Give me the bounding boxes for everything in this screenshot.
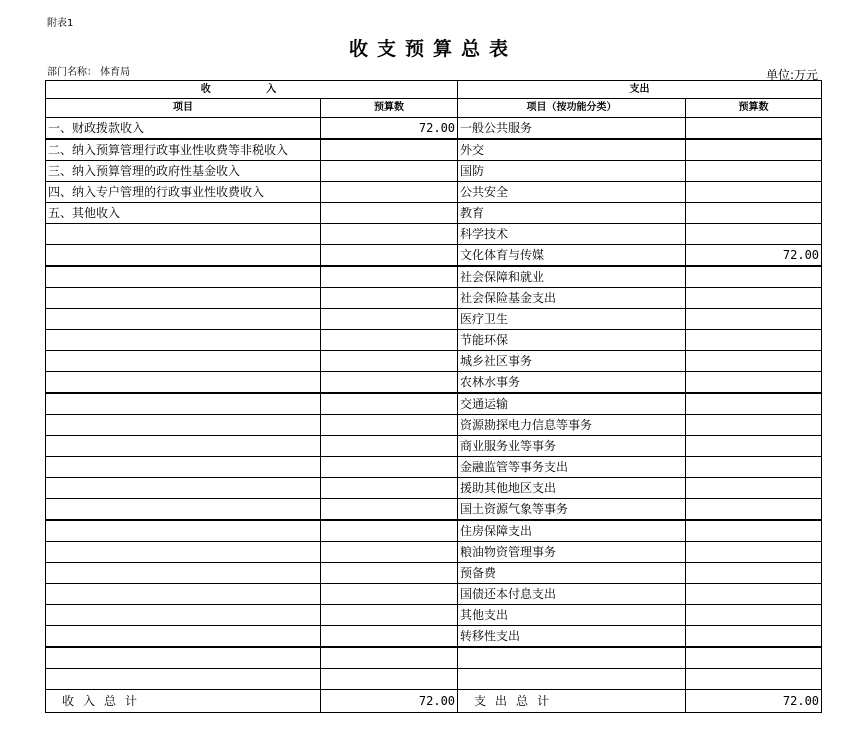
- expense-item-cell: 一般公共服务: [458, 118, 686, 140]
- expense-value-cell: [686, 520, 822, 542]
- expense-value-cell: 72.00: [686, 245, 822, 267]
- expense-item-cell: 国债还本付息支出: [458, 584, 686, 605]
- expense-item-cell: 外交: [458, 139, 686, 161]
- table-row: [46, 224, 822, 245]
- expense-item-cell: 转移性支出: [458, 626, 686, 648]
- income-value-cell: [321, 563, 458, 584]
- table-row: [46, 351, 822, 372]
- income-value-cell: [321, 542, 458, 563]
- table-row: [46, 436, 822, 457]
- income-item-cell: [46, 499, 321, 521]
- income-item-cell: 一、财政拨款收入: [46, 118, 321, 140]
- income-item-cell: [46, 309, 321, 330]
- expense-item-cell: 援助其他地区支出: [458, 478, 686, 499]
- table-row: [46, 309, 822, 330]
- income-item-cell: [46, 647, 321, 669]
- income-item-cell: [46, 372, 321, 394]
- income-value-cell: [321, 182, 458, 203]
- expense-item-cell: 资源勘探电力信息等事务: [458, 415, 686, 436]
- table-row: [46, 415, 822, 436]
- total-row: [46, 690, 822, 713]
- table-row: [46, 393, 822, 415]
- expense-item-cell: 公共安全: [458, 182, 686, 203]
- expense-value-cell: [686, 457, 822, 478]
- income-value-cell: 72.00: [321, 118, 458, 140]
- table-row: [46, 499, 822, 521]
- expense-header: 支出: [458, 81, 822, 99]
- income-item-cell: [46, 351, 321, 372]
- expense-item-cell: 粮油物资管理事务: [458, 542, 686, 563]
- expense-value-cell: [686, 584, 822, 605]
- income-value-cell: [321, 288, 458, 309]
- income-item-cell: [46, 288, 321, 309]
- table-row: [46, 372, 822, 394]
- income-total-value: 72.00: [321, 690, 458, 713]
- expense-item-cell: 城乡社区事务: [458, 351, 686, 372]
- expense-item-cell: 其他支出: [458, 605, 686, 626]
- expense-item-cell: 住房保障支出: [458, 520, 686, 542]
- expense-value-cell: [686, 288, 822, 309]
- income-item-cell: [46, 330, 321, 351]
- table-row: [46, 584, 822, 605]
- expense-budget-header: 预算数: [686, 99, 822, 118]
- table-row: [46, 520, 822, 542]
- income-item-cell: [46, 626, 321, 648]
- income-item-cell: [46, 563, 321, 584]
- expense-value-cell: [686, 182, 822, 203]
- expense-value-cell: [686, 415, 822, 436]
- expense-item-cell: 节能环保: [458, 330, 686, 351]
- expense-item-cell: 教育: [458, 203, 686, 224]
- expense-item-cell: 医疗卫生: [458, 309, 686, 330]
- income-item-cell: 三、纳入预算管理的政府性基金收入: [46, 161, 321, 182]
- header-row-1: [46, 81, 822, 99]
- page-title: 收支预算总表: [348, 38, 517, 60]
- expense-value-cell: [686, 499, 822, 521]
- table-row: [46, 245, 822, 267]
- income-item-cell: [46, 415, 321, 436]
- expense-item-cell: 社会保障和就业: [458, 266, 686, 288]
- header-row-2: [46, 99, 822, 118]
- income-value-cell: [321, 224, 458, 245]
- expense-item-cell: 预备费: [458, 563, 686, 584]
- table-row: [46, 161, 822, 182]
- table-row: [46, 330, 822, 351]
- budget-table: [45, 80, 822, 713]
- income-value-cell: [321, 478, 458, 499]
- income-item-cell: [46, 584, 321, 605]
- income-header: 收 入: [46, 81, 458, 99]
- table-row: [46, 626, 822, 648]
- income-item-cell: [46, 669, 321, 690]
- income-item-cell: 二、纳入预算管理行政事业性收费等非税收入: [46, 139, 321, 161]
- income-item-cell: 四、纳入专户管理的行政事业性收费收入: [46, 182, 321, 203]
- income-value-cell: [321, 393, 458, 415]
- expense-item-cell: [458, 669, 686, 690]
- expense-value-cell: [686, 605, 822, 626]
- expense-value-cell: [686, 351, 822, 372]
- income-item-cell: [46, 457, 321, 478]
- income-value-cell: [321, 415, 458, 436]
- table-row: [46, 203, 822, 224]
- expense-item-header: 项目（按功能分类）: [458, 99, 686, 118]
- income-item-cell: [46, 520, 321, 542]
- expense-value-cell: [686, 372, 822, 394]
- expense-value-cell: [686, 203, 822, 224]
- expense-value-cell: [686, 563, 822, 584]
- income-value-cell: [321, 436, 458, 457]
- table-row: [46, 669, 822, 690]
- income-item-cell: [46, 605, 321, 626]
- expense-total-value: 72.00: [686, 690, 822, 713]
- table-row: [46, 288, 822, 309]
- table-row: [46, 457, 822, 478]
- income-value-cell: [321, 669, 458, 690]
- expense-value-cell: [686, 647, 822, 669]
- expense-item-cell: 社会保险基金支出: [458, 288, 686, 309]
- expense-value-cell: [686, 626, 822, 648]
- table-row: [46, 139, 822, 161]
- income-item-cell: [46, 542, 321, 563]
- expense-item-cell: [458, 647, 686, 669]
- department-label: 部门名称： 体育局: [47, 67, 131, 78]
- table-row: [46, 647, 822, 669]
- income-item-cell: [46, 245, 321, 267]
- table-row: [46, 266, 822, 288]
- table-row: [46, 118, 822, 140]
- expense-item-cell: 农林水事务: [458, 372, 686, 394]
- expense-item-cell: 商业服务业等事务: [458, 436, 686, 457]
- expense-value-cell: [686, 478, 822, 499]
- income-value-cell: [321, 520, 458, 542]
- income-value-cell: [321, 161, 458, 182]
- income-item-cell: [46, 478, 321, 499]
- expense-item-cell: 科学技术: [458, 224, 686, 245]
- income-item-header: 项目: [46, 99, 321, 118]
- expense-item-cell: 交通运输: [458, 393, 686, 415]
- income-value-cell: [321, 351, 458, 372]
- attachment-label: 附表1: [47, 18, 74, 29]
- table-row: [46, 563, 822, 584]
- expense-item-cell: 文化体育与传媒: [458, 245, 686, 267]
- income-item-cell: [46, 224, 321, 245]
- expense-value-cell: [686, 393, 822, 415]
- expense-item-cell: 国防: [458, 161, 686, 182]
- income-value-cell: [321, 203, 458, 224]
- expense-item-cell: 国土资源气象等事务: [458, 499, 686, 521]
- income-value-cell: [321, 499, 458, 521]
- expense-value-cell: [686, 139, 822, 161]
- expense-total-label: 支出总计: [458, 690, 686, 713]
- income-value-cell: [321, 372, 458, 394]
- expense-value-cell: [686, 436, 822, 457]
- table-row: [46, 542, 822, 563]
- income-value-cell: [321, 266, 458, 288]
- table-row: [46, 182, 822, 203]
- income-value-cell: [321, 626, 458, 648]
- table-row: [46, 605, 822, 626]
- income-value-cell: [321, 457, 458, 478]
- expense-item-cell: 金融监管等事务支出: [458, 457, 686, 478]
- income-value-cell: [321, 330, 458, 351]
- income-value-cell: [321, 584, 458, 605]
- income-total-label: 收入总计: [46, 690, 321, 713]
- expense-value-cell: [686, 118, 822, 140]
- expense-value-cell: [686, 309, 822, 330]
- income-value-cell: [321, 245, 458, 267]
- income-item-cell: [46, 393, 321, 415]
- expense-value-cell: [686, 224, 822, 245]
- income-value-cell: [321, 139, 458, 161]
- expense-value-cell: [686, 330, 822, 351]
- income-value-cell: [321, 647, 458, 669]
- expense-value-cell: [686, 161, 822, 182]
- income-item-cell: [46, 266, 321, 288]
- income-value-cell: [321, 309, 458, 330]
- income-item-cell: 五、其他收入: [46, 203, 321, 224]
- income-item-cell: [46, 436, 321, 457]
- income-value-cell: [321, 605, 458, 626]
- income-budget-header: 预算数: [321, 99, 458, 118]
- table-row: [46, 478, 822, 499]
- unit-label: 单位:万元: [766, 68, 819, 82]
- expense-value-cell: [686, 542, 822, 563]
- expense-value-cell: [686, 669, 822, 690]
- expense-value-cell: [686, 266, 822, 288]
